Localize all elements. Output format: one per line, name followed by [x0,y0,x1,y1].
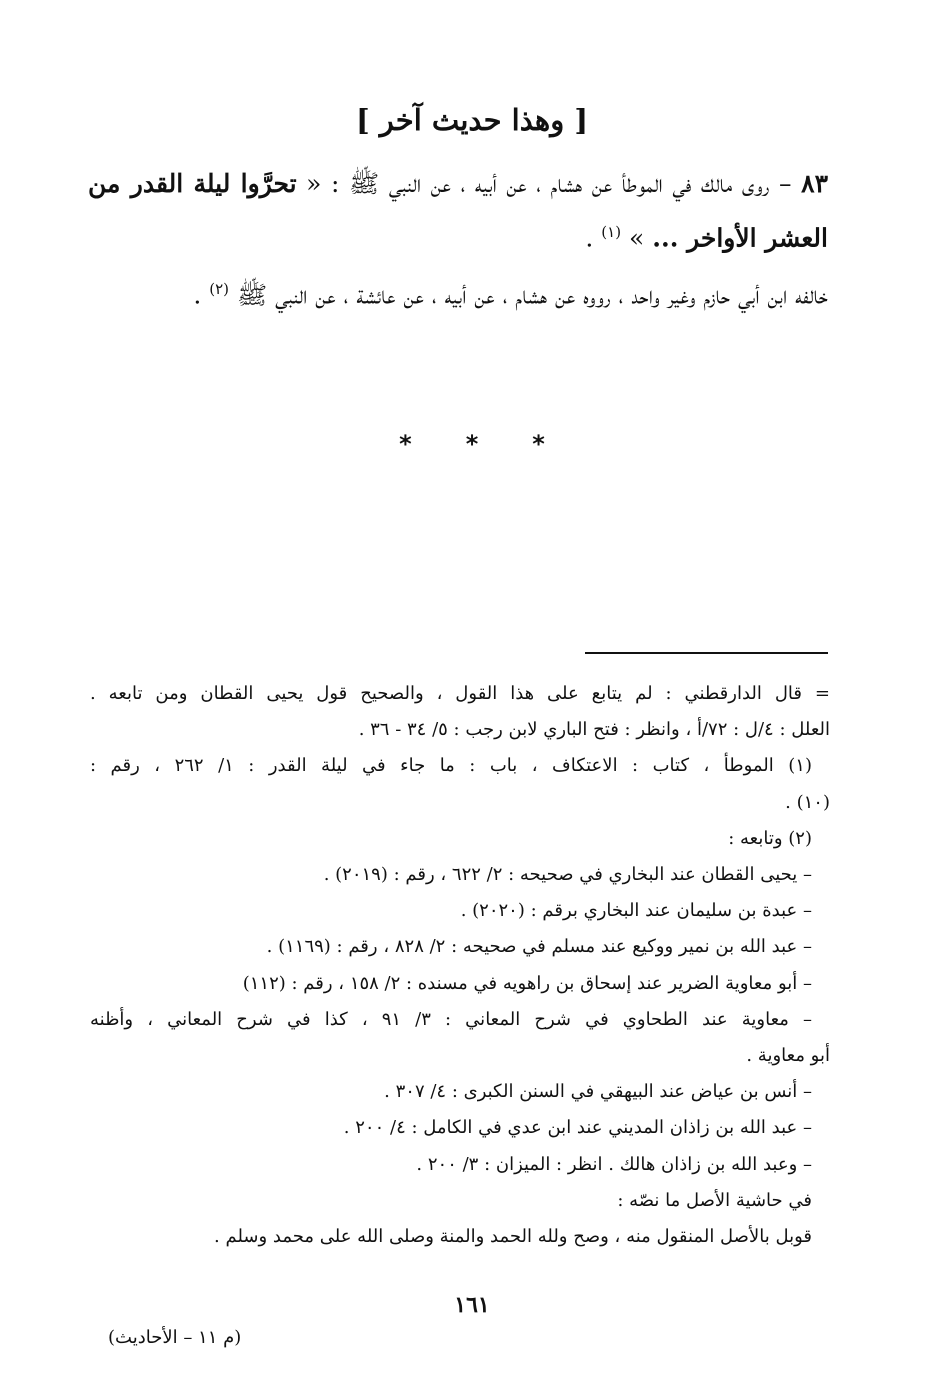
hadith-paragraph [88,160,828,262]
margin-note-text: قوبل بالأصل المنقول منه ، وصح ولله الحمد والمنة وصلى الله على محمد وسلم . [214,1226,812,1248]
quote-close: » [629,223,653,253]
footnote-divider [585,652,828,654]
footnote-2-item: – يحيى القطان عند البخاري في صحيحه : ٢/ ٦٢٢ ، رقم : (٢٠١٩) . [323,864,812,886]
section-separator [0,430,944,458]
commentary-text: خالفه ابن أبي حازم وغير واحد ، رووه عن هشام ، عن أبيه ، عن عائشة ، عن النبي ﷺ [236,280,828,310]
hadith-quote: تحرَّوا ليلة القدر من العشر الأواخر ... [88,169,828,253]
footnote-continuation-line: = قال الدارقطني : لم يتابع على هذا القول ، والصحيح قول يحيى القطان ومن تابعه . [90,683,830,704]
separator-star: * [399,430,412,458]
margin-note-intro: في حاشية الأصل ما نصّه : [617,1189,812,1211]
footnote-2-item: – وعبد الله بن زاذان هالك . انظر : الميزان : ٣/ ٢٠٠ . [416,1153,812,1175]
hadith-number: ٨٣ [801,169,828,198]
footnote-2-item: – معاوية عند الطحاوي في شرح المعاني : ٣/ ٩١ ، كذا في شرح المعاني ، وأظنه [90,1008,812,1030]
separator-star: * [465,430,479,458]
footnote-2-item: – أنس بن عياض عند البيهقي في السنن الكبرى : ٤/ ٣٠٧ . [384,1081,812,1103]
footnote-continuation-line: العلل : ٤/ل : ٧٢/أ ، وانظر : فتح الباري لابن رجب : ٥/ ٣٤ - ٣٦ . [358,719,830,741]
separator-star: * [532,430,545,458]
page-number: ١٦١ [454,1292,490,1318]
footnote-1-cont: (١٠) . [785,791,830,813]
section-heading: [ وهذا حديث آخر ] [355,103,589,137]
commentary-paragraph [88,265,828,319]
footnote-2-item: – عبد الله بن زاذان المديني عند ابن عدي في الكامل : ٤/ ٢٠٠ . [343,1117,812,1139]
footnote-ref-1[interactable]: (١) [601,223,622,241]
footnote-2-item: – عبد الله بن نمير ووكيع عند مسلم في صحيحه : ٢/ ٨٢٨ ، رقم : (١١٦٩) . [266,936,812,958]
hadith-end: . [585,223,602,253]
footnote-2-item-cont: أبو معاوية . [746,1045,830,1067]
signature-mark: (م ١١ – الأحاديث) [108,1327,242,1348]
footnote-2-item: – أبو معاوية الضرير عند إسحاق بن راهويه في مسنده : ٢/ ١٥٨ ، رقم : (١١٢) [242,972,812,994]
hadith-chain: – روى مالك في الموطأ عن هشام ، عن أبيه ، عن النبي ﷺ : « [296,169,802,198]
footnote-2-item: – عبدة بن سليمان عند البخاري برقم : (٢٠٢٠) . [460,900,812,922]
commentary-end: . [193,280,210,310]
footnote-ref-2[interactable]: (٢) [209,280,230,298]
footnote-1: (١) الموطأ ، كتاب : الاعتكاف ، باب : ما جاء في ليلة القدر : ١/ ٢٦٢ ، رقم : [90,755,812,777]
footnotes [90,676,830,1255]
footnote-2-intro: (٢) وتابعه : [728,827,812,849]
